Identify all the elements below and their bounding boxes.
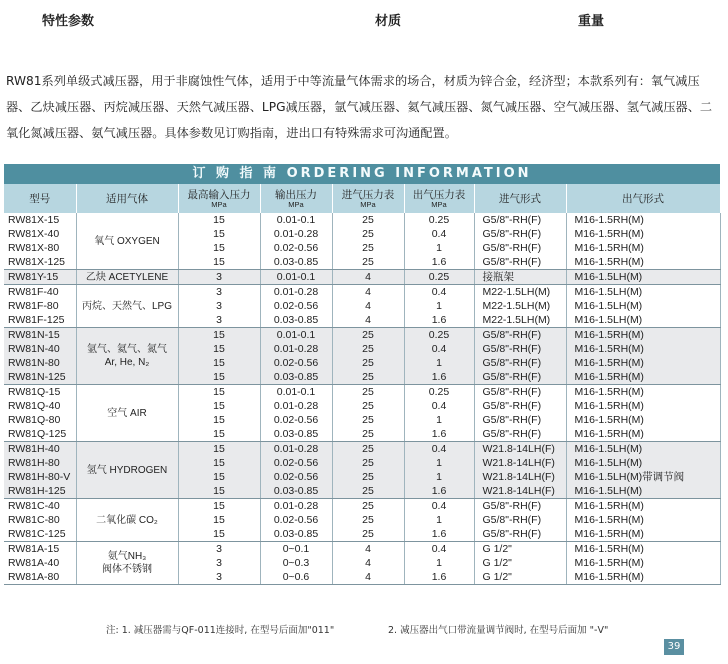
outlet-type-value: M16-1.5LH(M) xyxy=(574,286,643,298)
table-row xyxy=(4,542,720,585)
max-input-value: 3 xyxy=(216,571,222,583)
inlet-type-value: G 1/2" xyxy=(482,571,512,583)
table-row xyxy=(4,442,720,499)
max-input-value: 15 xyxy=(213,500,225,512)
model-value: RW81A-40 xyxy=(8,557,60,569)
inlet-gauge-cell xyxy=(332,328,404,385)
inlet-type-value: M22-1.5LH(M) xyxy=(482,314,551,326)
outlet-type-value: M16-1.5LH(M) xyxy=(574,314,643,326)
col-header-model: 型号 xyxy=(4,184,76,213)
inlet-gauge-cell xyxy=(332,285,404,328)
model-cell xyxy=(4,213,76,270)
inlet-gauge-value: 4 xyxy=(365,543,371,555)
output-pressure-value: 0.01-0.28 xyxy=(273,500,319,512)
outlet-type-cell xyxy=(566,499,720,542)
output-pressure-value: 0.03-0.85 xyxy=(273,256,319,268)
gas-cell xyxy=(76,328,178,385)
outlet-type-cell xyxy=(566,213,720,270)
inlet-type-cell xyxy=(474,270,566,285)
max-input-value: 3 xyxy=(216,300,222,312)
model-value: RW81Q-125 xyxy=(8,428,67,440)
max-input-value: 15 xyxy=(213,443,225,455)
inlet-gauge-value: 25 xyxy=(362,343,374,355)
inlet-gauge-cell xyxy=(332,213,404,270)
inlet-gauge-value: 25 xyxy=(362,443,374,455)
model-value: RW81X-80 xyxy=(8,242,60,254)
outlet-gauge-value: 0.4 xyxy=(431,400,447,412)
header-material: 材质 xyxy=(375,14,402,29)
model-value: RW81Q-40 xyxy=(8,400,61,412)
output-pressure-value: 0~0.1 xyxy=(282,543,310,555)
inlet-gauge-value: 25 xyxy=(362,329,374,341)
model-cell xyxy=(4,442,76,499)
max-input-cell xyxy=(178,499,260,542)
outlet-gauge-cell xyxy=(404,213,474,270)
col-header-inlet-type: 进气形式 xyxy=(474,184,566,213)
output-pressure-value: 0.01-0.1 xyxy=(276,386,316,398)
max-input-cell xyxy=(178,442,260,499)
outlet-gauge-value: 1.6 xyxy=(431,571,447,583)
outlet-type-value: M16-1.5LH(M) xyxy=(574,485,643,497)
outlet-gauge-value: 1.6 xyxy=(431,428,447,440)
model-value: RW81N-15 xyxy=(8,329,60,341)
inlet-type-value: M22-1.5LH(M) xyxy=(482,286,551,298)
inlet-type-value: G5/8"-RH(F) xyxy=(482,400,542,412)
inlet-gauge-cell xyxy=(332,499,404,542)
output-pressure-value: 0~0.6 xyxy=(282,571,310,583)
output-pressure-value: 0.03-0.85 xyxy=(273,371,319,383)
max-input-value: 15 xyxy=(213,343,225,355)
output-pressure-value: 0.01-0.28 xyxy=(273,400,319,412)
outlet-gauge-cell xyxy=(404,328,474,385)
table-row xyxy=(4,499,720,542)
outlet-gauge-value: 0.25 xyxy=(428,329,450,341)
output-pressure-value: 0.01-0.28 xyxy=(273,228,319,240)
inlet-type-value: G 1/2" xyxy=(482,543,512,555)
max-input-value: 15 xyxy=(213,485,225,497)
output-pressure-cell xyxy=(260,385,332,442)
outlet-type-cell xyxy=(566,542,720,585)
col-header-outlet-gauge: 出气压力表 MPa xyxy=(404,184,474,213)
inlet-type-value: G5/8"-RH(F) xyxy=(482,386,542,398)
output-pressure-value: 0.02-0.56 xyxy=(273,357,319,369)
output-pressure-value: 0.01-0.28 xyxy=(273,343,319,355)
max-input-value: 3 xyxy=(216,271,222,283)
outlet-gauge-cell xyxy=(404,285,474,328)
inlet-gauge-value: 25 xyxy=(362,242,374,254)
inlet-type-value: W21.8-14LH(F) xyxy=(482,457,555,469)
outlet-type-cell xyxy=(566,442,720,499)
col-header-max-input: 最高输入压力 MPa xyxy=(178,184,260,213)
max-input-cell xyxy=(178,385,260,442)
max-input-value: 15 xyxy=(213,386,225,398)
gas-cell xyxy=(76,385,178,442)
inlet-gauge-value: 4 xyxy=(365,300,371,312)
outlet-gauge-value: 0.4 xyxy=(431,443,447,455)
inlet-gauge-value: 25 xyxy=(362,528,374,540)
outlet-gauge-value: 0.25 xyxy=(428,271,450,283)
max-input-value: 15 xyxy=(213,514,225,526)
inlet-gauge-value: 25 xyxy=(362,428,374,440)
inlet-type-value: 接瓶架 xyxy=(482,271,514,283)
gas-label: 氩气、氦气、氮气 xyxy=(87,344,167,355)
inlet-type-value: G5/8"-RH(F) xyxy=(482,256,542,268)
inlet-gauge-value: 4 xyxy=(365,271,371,283)
inlet-type-value: W21.8-14LH(F) xyxy=(482,471,555,483)
max-input-value: 15 xyxy=(213,228,225,240)
inlet-gauge-value: 25 xyxy=(362,514,374,526)
output-pressure-value: 0.02-0.56 xyxy=(273,457,319,469)
outlet-gauge-cell xyxy=(404,499,474,542)
table-row xyxy=(4,328,720,385)
header-weight: 重量 xyxy=(578,14,605,29)
inlet-gauge-value: 25 xyxy=(362,500,374,512)
outlet-gauge-value: 1 xyxy=(436,514,442,526)
model-value: RW81N-40 xyxy=(8,343,60,355)
model-value: RW81Q-15 xyxy=(8,386,61,398)
outlet-type-value: M16-1.5RH(M) xyxy=(574,500,644,512)
max-input-value: 15 xyxy=(213,371,225,383)
max-input-value: 15 xyxy=(213,329,225,341)
table-row xyxy=(4,285,720,328)
max-input-value: 15 xyxy=(213,414,225,426)
inlet-gauge-cell xyxy=(332,270,404,285)
max-input-value: 15 xyxy=(213,528,225,540)
model-value: RW81X-15 xyxy=(8,214,60,226)
inlet-type-value: G5/8"-RH(F) xyxy=(482,214,542,226)
outlet-type-value: M16-1.5RH(M) xyxy=(574,371,644,383)
col-header-gas: 适用气体 xyxy=(76,184,178,213)
outlet-gauge-value: 0.25 xyxy=(428,386,450,398)
inlet-type-value: G5/8"-RH(F) xyxy=(482,500,542,512)
output-pressure-cell xyxy=(260,499,332,542)
outlet-gauge-value: 0.25 xyxy=(428,214,450,226)
output-pressure-value: 0.02-0.56 xyxy=(273,414,319,426)
gas-cell xyxy=(76,542,178,585)
outlet-type-value: M16-1.5LH(M) xyxy=(574,457,643,469)
col-header-output-pressure: 输出压力 MPa xyxy=(260,184,332,213)
model-value: RW81X-40 xyxy=(8,228,60,240)
inlet-gauge-value: 25 xyxy=(362,357,374,369)
inlet-type-cell xyxy=(474,328,566,385)
inlet-gauge-value: 25 xyxy=(362,471,374,483)
outlet-type-value: M16-1.5RH(M) xyxy=(574,386,644,398)
model-value: RW81A-80 xyxy=(8,571,60,583)
outlet-type-value: M16-1.5RH(M) xyxy=(574,214,644,226)
inlet-type-value: G5/8"-RH(F) xyxy=(482,528,542,540)
inlet-type-cell xyxy=(474,285,566,328)
outlet-gauge-value: 1 xyxy=(436,557,442,569)
outlet-gauge-value: 0.4 xyxy=(431,228,447,240)
model-value: RW81H-80-V xyxy=(8,471,71,483)
outlet-type-cell xyxy=(566,285,720,328)
inlet-type-value: G5/8"-RH(F) xyxy=(482,242,542,254)
output-pressure-value: 0.03-0.85 xyxy=(273,528,319,540)
outlet-type-value: M16-1.5LH(M)带调节阀 xyxy=(574,471,685,483)
outlet-gauge-value: 1 xyxy=(436,414,442,426)
inlet-type-cell xyxy=(474,542,566,585)
model-value: RW81Y-15 xyxy=(8,271,59,283)
inlet-gauge-value: 4 xyxy=(365,314,371,326)
max-input-value: 15 xyxy=(213,428,225,440)
outlet-gauge-value: 1.6 xyxy=(431,314,447,326)
ordering-guide-title: 订 购 指 南 ORDERING INFORMATION xyxy=(4,164,720,184)
gas-cell xyxy=(76,285,178,328)
output-pressure-value: 0.03-0.85 xyxy=(273,485,319,497)
inlet-gauge-value: 4 xyxy=(365,571,371,583)
inlet-gauge-value: 4 xyxy=(365,286,371,298)
output-pressure-value: 0.03-0.85 xyxy=(273,314,319,326)
gas-label: 二氧化碳 CO₂ xyxy=(96,514,158,526)
model-cell xyxy=(4,285,76,328)
output-pressure-value: 0.01-0.1 xyxy=(276,214,316,226)
inlet-gauge-value: 25 xyxy=(362,228,374,240)
gas-label: 丙烷、天然气、LPG xyxy=(81,300,172,312)
output-pressure-value: 0.02-0.56 xyxy=(273,300,319,312)
max-input-value: 3 xyxy=(216,543,222,555)
max-input-value: 15 xyxy=(213,357,225,369)
outlet-gauge-value: 0.4 xyxy=(431,500,447,512)
max-input-value: 3 xyxy=(216,286,222,298)
model-value: RW81H-125 xyxy=(8,485,66,497)
outlet-type-value: M16-1.5RH(M) xyxy=(574,571,644,583)
inlet-gauge-value: 25 xyxy=(362,386,374,398)
model-value: RW81H-80 xyxy=(8,457,60,469)
outlet-gauge-value: 0.4 xyxy=(431,343,447,355)
output-pressure-cell xyxy=(260,328,332,385)
inlet-type-cell xyxy=(474,385,566,442)
gas-label: 氧气 OXYGEN xyxy=(94,235,160,247)
outlet-gauge-cell xyxy=(404,385,474,442)
inlet-type-value: M22-1.5LH(M) xyxy=(482,300,551,312)
max-input-value: 3 xyxy=(216,314,222,326)
inlet-type-cell xyxy=(474,499,566,542)
output-pressure-value: 0.03-0.85 xyxy=(273,428,319,440)
outlet-type-value: M16-1.5RH(M) xyxy=(574,543,644,555)
max-input-value: 3 xyxy=(216,557,222,569)
inlet-type-value: G5/8"-RH(F) xyxy=(482,329,542,341)
outlet-type-value: M16-1.5RH(M) xyxy=(574,400,644,412)
table-header-row xyxy=(4,184,720,213)
outlet-gauge-cell xyxy=(404,542,474,585)
outlet-type-value: M16-1.5LH(M) xyxy=(574,300,643,312)
inlet-gauge-value: 25 xyxy=(362,214,374,226)
outlet-type-value: M16-1.5RH(M) xyxy=(574,329,644,341)
outlet-type-cell xyxy=(566,385,720,442)
ordering-guide xyxy=(4,164,720,585)
inlet-type-value: G5/8"-RH(F) xyxy=(482,414,542,426)
gas-label: Ar, He, N₂ xyxy=(104,357,150,368)
max-input-value: 15 xyxy=(213,214,225,226)
outlet-type-value: M16-1.5RH(M) xyxy=(574,557,644,569)
inlet-gauge-value: 25 xyxy=(362,371,374,383)
inlet-type-cell xyxy=(474,213,566,270)
inlet-type-value: W21.8-14LH(F) xyxy=(482,485,555,497)
model-cell xyxy=(4,499,76,542)
outlet-gauge-value: 1 xyxy=(436,242,442,254)
outlet-type-value: M16-1.5LH(M) xyxy=(574,271,643,283)
outlet-gauge-value: 1.6 xyxy=(431,528,447,540)
model-value: RW81C-80 xyxy=(8,514,60,526)
inlet-gauge-value: 25 xyxy=(362,485,374,497)
inlet-type-value: W21.8-14LH(F) xyxy=(482,443,555,455)
gas-label: 阀体不锈钢 xyxy=(102,564,152,575)
outlet-gauge-value: 1.6 xyxy=(431,371,447,383)
table-row xyxy=(4,385,720,442)
outlet-gauge-value: 1 xyxy=(436,300,442,312)
table-row xyxy=(4,213,720,270)
outlet-type-value: M16-1.5RH(M) xyxy=(574,228,644,240)
inlet-gauge-value: 25 xyxy=(362,414,374,426)
gas-cell xyxy=(76,442,178,499)
inlet-gauge-value: 25 xyxy=(362,400,374,412)
outlet-type-value: M16-1.5RH(M) xyxy=(574,256,644,268)
outlet-gauge-value: 0.4 xyxy=(431,286,447,298)
model-cell xyxy=(4,385,76,442)
inlet-type-value: G 1/2" xyxy=(482,557,512,569)
output-pressure-value: 0.01-0.1 xyxy=(276,271,316,283)
inlet-type-cell xyxy=(474,442,566,499)
model-value: RW81F-40 xyxy=(8,286,59,298)
model-value: RW81Q-80 xyxy=(8,414,61,426)
outlet-gauge-value: 1 xyxy=(436,471,442,483)
inlet-type-value: G5/8"-RH(F) xyxy=(482,514,542,526)
model-value: RW81H-40 xyxy=(8,443,60,455)
inlet-type-value: G5/8"-RH(F) xyxy=(482,357,542,369)
gas-label: 空气 AIR xyxy=(107,407,147,419)
outlet-gauge-cell xyxy=(404,442,474,499)
max-input-cell xyxy=(178,285,260,328)
inlet-type-value: G5/8"-RH(F) xyxy=(482,428,542,440)
outlet-gauge-value: 1 xyxy=(436,357,442,369)
note-1: 注: 1. 减压器需与QF-011连接时, 在型号后面加"011" xyxy=(106,625,335,636)
max-input-cell xyxy=(178,270,260,285)
model-cell xyxy=(4,328,76,385)
inlet-gauge-cell xyxy=(332,542,404,585)
model-cell xyxy=(4,270,76,285)
model-cell xyxy=(4,542,76,585)
inlet-type-value: G5/8"-RH(F) xyxy=(482,371,542,383)
max-input-value: 15 xyxy=(213,256,225,268)
max-input-cell xyxy=(178,542,260,585)
outlet-gauge-cell xyxy=(404,270,474,285)
max-input-value: 15 xyxy=(213,457,225,469)
outlet-type-value: M16-1.5RH(M) xyxy=(574,428,644,440)
page-number: 39 xyxy=(664,639,684,655)
inlet-gauge-value: 25 xyxy=(362,457,374,469)
gas-cell xyxy=(76,270,178,285)
outlet-type-value: M16-1.5RH(M) xyxy=(574,242,644,254)
model-value: RW81F-125 xyxy=(8,314,65,326)
col-header-inlet-gauge: 进气压力表 MPa xyxy=(332,184,404,213)
inlet-gauge-value: 4 xyxy=(365,557,371,569)
outlet-gauge-value: 1.6 xyxy=(431,485,447,497)
outlet-type-value: M16-1.5RH(M) xyxy=(574,514,644,526)
inlet-type-value: G5/8"-RH(F) xyxy=(482,228,542,240)
gas-cell xyxy=(76,213,178,270)
outlet-type-value: M16-1.5RH(M) xyxy=(574,528,644,540)
outlet-type-value: M16-1.5RH(M) xyxy=(574,414,644,426)
model-value: RW81N-125 xyxy=(8,371,66,383)
model-value: RW81C-40 xyxy=(8,500,60,512)
output-pressure-value: 0.02-0.56 xyxy=(273,514,319,526)
output-pressure-value: 0.02-0.56 xyxy=(273,471,319,483)
model-value: RW81C-125 xyxy=(8,528,66,540)
inlet-type-value: G5/8"-RH(F) xyxy=(482,343,542,355)
ordering-table xyxy=(4,184,721,585)
header-params: 特性参数 xyxy=(42,14,95,29)
col-header-outlet-type: 出气形式 xyxy=(566,184,720,213)
outlet-type-value: M16-1.5RH(M) xyxy=(574,357,644,369)
max-input-value: 15 xyxy=(213,242,225,254)
output-pressure-value: 0.02-0.56 xyxy=(273,242,319,254)
output-pressure-value: 0~0.3 xyxy=(282,557,310,569)
gas-label: 乙炔 ACETYLENE xyxy=(85,271,169,283)
gas-label: 氨气NH₃ xyxy=(107,551,147,562)
outlet-type-cell xyxy=(566,270,720,285)
output-pressure-cell xyxy=(260,442,332,499)
inlet-gauge-cell xyxy=(332,385,404,442)
product-description: RW81系列单级式减压器，用于非腐蚀性气体，适用于中等流量气体需求的场合，材质为锌合金，经济型；本款系列有：氧气减压器、乙炔减压器、丙烷减压器、天然气减压器、LPG减压器，氩气减压器、氦气减压器、氮气减压器、空气减压器、氢气减压器、二氧化氮减压器、氨气减压器。具体参数见订购指南，进出口有特殊需求可沟通配置。 xyxy=(6,74,713,140)
outlet-gauge-value: 1.6 xyxy=(431,256,447,268)
output-pressure-value: 0.01-0.28 xyxy=(273,286,319,298)
outlet-gauge-value: 1 xyxy=(436,457,442,469)
max-input-value: 15 xyxy=(213,400,225,412)
output-pressure-cell xyxy=(260,542,332,585)
note-2: 2. 减压器出气口带流量调节阀时, 在型号后面加 "-V" xyxy=(388,625,609,636)
outlet-gauge-value: 0.4 xyxy=(431,543,447,555)
model-value: RW81A-15 xyxy=(8,543,60,555)
model-value: RW81N-80 xyxy=(8,357,60,369)
output-pressure-cell xyxy=(260,270,332,285)
outlet-type-value: M16-1.5LH(M) xyxy=(574,443,643,455)
model-value: RW81X-125 xyxy=(8,256,66,268)
gas-cell xyxy=(76,499,178,542)
output-pressure-value: 0.01-0.1 xyxy=(276,329,316,341)
outlet-type-value: M16-1.5RH(M) xyxy=(574,343,644,355)
max-input-value: 15 xyxy=(213,471,225,483)
inlet-gauge-cell xyxy=(332,442,404,499)
table-row xyxy=(4,270,720,285)
output-pressure-cell xyxy=(260,213,332,270)
output-pressure-cell xyxy=(260,285,332,328)
max-input-cell xyxy=(178,328,260,385)
inlet-gauge-value: 25 xyxy=(362,256,374,268)
outlet-type-cell xyxy=(566,328,720,385)
model-value: RW81F-80 xyxy=(8,300,59,312)
output-pressure-value: 0.01-0.28 xyxy=(273,443,319,455)
gas-label: 氢气 HYDROGEN xyxy=(86,464,168,476)
max-input-cell xyxy=(178,213,260,270)
